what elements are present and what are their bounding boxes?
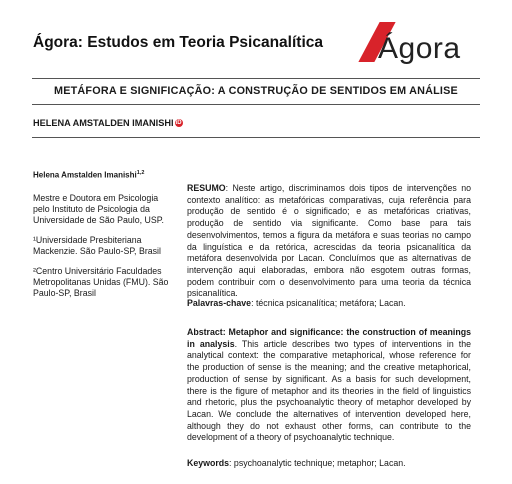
logo-wordmark: Ágora	[378, 32, 461, 65]
keywords-label: Keywords	[187, 458, 230, 468]
abstract-text: . This article describes two types of interventions in the analytical context: the comparative metaphorical, whose reference for the production of sense is the meaning; and the creative metaphorical, production of sense by significant. As a basis for such development, there is the figure of metaphor and its theories in the field of linguistics and rhetoric, plus the psychoanalytic theory of metaphor developed by Lacan. We conclude the alternatives of intervention developed here, although they do not exhaust other forms, can contribute to the development of a theory of psychoanalytic technique.	[187, 338, 471, 443]
author-heading	[33, 118, 183, 128]
divider-middle	[32, 104, 480, 105]
palavras-label: Palavras-chave	[187, 298, 252, 308]
palavras-text: : técnica psicanalítica; metáfora; Lacan.	[251, 298, 406, 308]
author-name: HELENA AMSTALDEN IMANISHI	[33, 118, 174, 128]
keywords-text: : psychoanalytic technique; metaphor; Lacan.	[229, 458, 406, 468]
resumo-text: : Neste artigo, discriminamos dois tipos de intervenções no contexto analítico: as metafóricas comparativas, cuja referência para produção de sentido é o significado; e as metafóricas criativas, produção de sentido via significante. Como base para tais desenvolvimentos, temos a figura da metáfora e suas teorias no campo da linguística e da retórica, acrescidas da teoria psicanalítica da metáfora desenvolvida por Lacan. Concluímos que as alternativas de intervenção aqui elaboradas, embora não esgotem outras formas, podem contribuir com o desenvolvimento para uma teoria da técnica psicanalítica.	[187, 183, 471, 299]
palavras-chave-section	[187, 298, 471, 310]
resumo-section	[187, 183, 471, 300]
abstract-title: : Metaphor and significance: the construction of meanings in analysis	[187, 327, 471, 349]
divider-top	[32, 78, 480, 79]
orcid-icon[interactable]: iD	[175, 120, 182, 126]
affiliation-1: ¹Universidade Presbiteriana Mackenzie. São Paulo-SP, Brasil	[33, 234, 161, 256]
sidebar-author-sup: 1,2	[136, 170, 145, 176]
affiliation-2: ²Centro Universitário Faculdades Metropolitanas Unidas (FMU). São Paulo-SP, Brasil	[33, 265, 169, 298]
author-sidebar	[33, 168, 173, 308]
sidebar-author	[33, 168, 173, 181]
abstract-label: Abstract	[187, 327, 223, 337]
resumo-label: RESUMO	[187, 183, 226, 193]
article-title: METÁFORA E SIGNIFICAÇÃO: A CONSTRUÇÃO DE SENTIDOS EM ANÁLISE	[54, 85, 458, 97]
journal-logo	[362, 20, 482, 72]
abstract-section	[187, 327, 471, 444]
journal-title: Ágora: Estudos em Teoria Psicanalítica	[33, 34, 323, 51]
keywords-section	[187, 458, 471, 470]
author-bio: Mestre e Doutora em Psicologia pelo Instituto de Psicologia da Universidade de São Paulo, USP.	[33, 192, 164, 225]
sidebar-author-name: Helena Amstalden Imanishi	[33, 170, 137, 180]
divider-bottom	[32, 137, 480, 138]
